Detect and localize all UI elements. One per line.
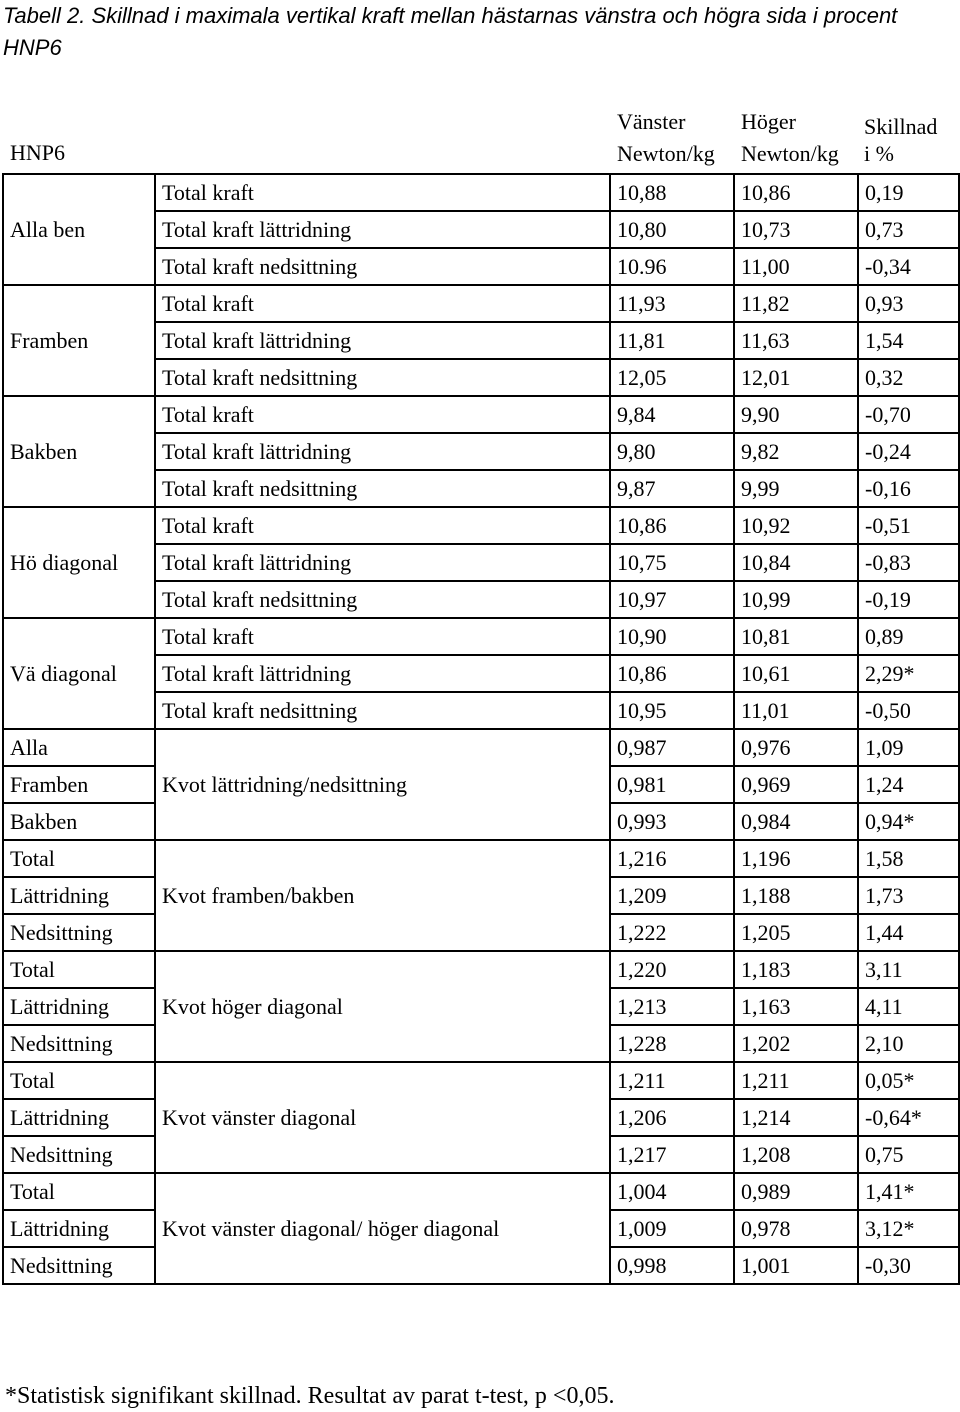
group-cell: Total (3, 1173, 155, 1210)
header-right-line2: Newton/kg (741, 141, 839, 166)
measure-cell: Total kraft lättridning (155, 211, 610, 248)
group-cell: Framben (3, 285, 155, 396)
measure-cell: Kvot lättridning/nedsittning (155, 729, 610, 840)
table-caption: Tabell 2. Skillnad i maximala vertikal kraft mellan hästarnas vänstra och högra sida i procent HNP6 (3, 3, 898, 60)
measure-cell: Total kraft nedsittning (155, 470, 610, 507)
table-row (3, 1173, 959, 1210)
group-cell: Alla (3, 729, 155, 766)
group-cell: Vä diagonal (3, 618, 155, 729)
diff-value-cell: 2,29* (858, 655, 959, 692)
right-value-cell: 10,61 (734, 655, 858, 692)
left-value-cell: 10,80 (610, 211, 734, 248)
left-value-cell: 1,217 (610, 1136, 734, 1173)
left-value-cell: 10,97 (610, 581, 734, 618)
right-value-cell: 1,163 (734, 988, 858, 1025)
group-cell: Lättridning (3, 877, 155, 914)
diff-value-cell: 1,41* (858, 1173, 959, 1210)
right-value-cell: 1,208 (734, 1136, 858, 1173)
measure-cell: Kvot höger diagonal (155, 951, 610, 1062)
right-value-cell: 0,984 (734, 803, 858, 840)
left-value-cell: 9,87 (610, 470, 734, 507)
diff-value-cell: 0,89 (858, 618, 959, 655)
group-cell: Framben (3, 766, 155, 803)
diff-value-cell: -0,34 (858, 248, 959, 285)
header-group-label: HNP6 (10, 140, 66, 165)
left-value-cell: 1,206 (610, 1099, 734, 1136)
header-right-line1: Höger (741, 109, 796, 134)
table-row (3, 618, 959, 655)
diff-value-cell: -0,24 (858, 433, 959, 470)
left-value-cell: 9,80 (610, 433, 734, 470)
measure-cell: Total kraft nedsittning (155, 359, 610, 396)
right-value-cell: 1,196 (734, 840, 858, 877)
left-value-cell: 1,222 (610, 914, 734, 951)
left-value-cell: 10,88 (610, 174, 734, 211)
diff-value-cell: 1,24 (858, 766, 959, 803)
force-table-body (3, 174, 959, 1284)
left-value-cell: 10,75 (610, 544, 734, 581)
group-cell: Lättridning (3, 988, 155, 1025)
measure-cell: Kvot vänster diagonal (155, 1062, 610, 1173)
left-value-cell: 1,209 (610, 877, 734, 914)
right-value-cell: 10,99 (734, 581, 858, 618)
measure-cell: Total kraft (155, 396, 610, 433)
left-value-cell: 10,95 (610, 692, 734, 729)
header-left-line1: Vänster (617, 109, 686, 134)
right-value-cell: 0,976 (734, 729, 858, 766)
table-row (3, 507, 959, 544)
footnote: *Statistisk signifikant skillnad. Resultat av parat t-test, p <0,05. (5, 1383, 615, 1409)
group-cell: Nedsittning (3, 1025, 155, 1062)
left-value-cell: 1,213 (610, 988, 734, 1025)
measure-cell: Kvot framben/bakben (155, 840, 610, 951)
diff-value-cell: -0,51 (858, 507, 959, 544)
right-value-cell: 1,211 (734, 1062, 858, 1099)
measure-cell: Total kraft (155, 285, 610, 322)
diff-value-cell: 3,11 (858, 951, 959, 988)
diff-value-cell: -0,19 (858, 581, 959, 618)
right-value-cell: 11,01 (734, 692, 858, 729)
table-row (3, 396, 959, 433)
left-value-cell: 0,987 (610, 729, 734, 766)
measure-cell: Total kraft nedsittning (155, 692, 610, 729)
header-diff-line2: i % (864, 141, 894, 166)
right-value-cell: 10,86 (734, 174, 858, 211)
left-value-cell: 10,86 (610, 507, 734, 544)
group-cell: Lättridning (3, 1210, 155, 1247)
group-cell: Nedsittning (3, 914, 155, 951)
left-value-cell: 1,216 (610, 840, 734, 877)
group-cell: Lättridning (3, 1099, 155, 1136)
force-table (2, 173, 960, 1285)
table-row (3, 285, 959, 322)
measure-cell: Total kraft nedsittning (155, 248, 610, 285)
left-value-cell: 10,90 (610, 618, 734, 655)
diff-value-cell: -0,30 (858, 1247, 959, 1284)
right-value-cell: 0,969 (734, 766, 858, 803)
measure-cell: Total kraft (155, 507, 610, 544)
group-cell: Bakben (3, 396, 155, 507)
left-value-cell: 1,220 (610, 951, 734, 988)
left-value-cell: 1,004 (610, 1173, 734, 1210)
group-cell: Bakben (3, 803, 155, 840)
diff-value-cell: 0,75 (858, 1136, 959, 1173)
right-value-cell: 1,001 (734, 1247, 858, 1284)
measure-cell: Total kraft nedsittning (155, 581, 610, 618)
right-value-cell: 0,989 (734, 1173, 858, 1210)
group-cell: Total (3, 1062, 155, 1099)
diff-value-cell: -0,64* (858, 1099, 959, 1136)
left-value-cell: 10.96 (610, 248, 734, 285)
group-cell: Total (3, 840, 155, 877)
group-cell: Nedsittning (3, 1136, 155, 1173)
right-value-cell: 11,63 (734, 322, 858, 359)
left-value-cell: 1,228 (610, 1025, 734, 1062)
diff-value-cell: 1,58 (858, 840, 959, 877)
measure-cell: Kvot vänster diagonal/ höger diagonal (155, 1173, 610, 1284)
right-value-cell: 11,00 (734, 248, 858, 285)
right-value-cell: 1,188 (734, 877, 858, 914)
table-row (3, 729, 959, 766)
right-value-cell: 1,214 (734, 1099, 858, 1136)
right-value-cell: 9,82 (734, 433, 858, 470)
diff-value-cell: 2,10 (858, 1025, 959, 1062)
diff-value-cell: 0,73 (858, 211, 959, 248)
diff-value-cell: 1,54 (858, 322, 959, 359)
header-diff-line1: Skillnad (864, 114, 938, 139)
diff-value-cell: 3,12* (858, 1210, 959, 1247)
diff-value-cell: 0,94* (858, 803, 959, 840)
diff-value-cell: 1,73 (858, 877, 959, 914)
table-row (3, 840, 959, 877)
right-value-cell: 1,205 (734, 914, 858, 951)
left-value-cell: 0,998 (610, 1247, 734, 1284)
right-value-cell: 9,90 (734, 396, 858, 433)
diff-value-cell: -0,16 (858, 470, 959, 507)
diff-value-cell: -0,70 (858, 396, 959, 433)
diff-value-cell: 4,11 (858, 988, 959, 1025)
table-row (3, 1062, 959, 1099)
measure-cell: Total kraft (155, 174, 610, 211)
diff-value-cell: -0,83 (858, 544, 959, 581)
group-cell: Alla ben (3, 174, 155, 285)
right-value-cell: 12,01 (734, 359, 858, 396)
diff-value-cell: 0,19 (858, 174, 959, 211)
right-value-cell: 0,978 (734, 1210, 858, 1247)
right-value-cell: 10,84 (734, 544, 858, 581)
left-value-cell: 9,84 (610, 396, 734, 433)
left-value-cell: 1,211 (610, 1062, 734, 1099)
header-left-line2: Newton/kg (617, 141, 715, 166)
measure-cell: Total kraft (155, 618, 610, 655)
left-value-cell: 1,009 (610, 1210, 734, 1247)
table-row (3, 951, 959, 988)
diff-value-cell: 0,32 (858, 359, 959, 396)
table-row (3, 174, 959, 211)
measure-cell: Total kraft lättridning (155, 655, 610, 692)
measure-cell: Total kraft lättridning (155, 544, 610, 581)
group-cell: Total (3, 951, 155, 988)
left-value-cell: 10,86 (610, 655, 734, 692)
right-value-cell: 1,183 (734, 951, 858, 988)
diff-value-cell: 1,09 (858, 729, 959, 766)
left-value-cell: 0,981 (610, 766, 734, 803)
right-value-cell: 1,202 (734, 1025, 858, 1062)
right-value-cell: 10,92 (734, 507, 858, 544)
group-cell: Hö diagonal (3, 507, 155, 618)
diff-value-cell: 1,44 (858, 914, 959, 951)
group-cell: Nedsittning (3, 1247, 155, 1284)
left-value-cell: 11,93 (610, 285, 734, 322)
right-value-cell: 11,82 (734, 285, 858, 322)
measure-cell: Total kraft lättridning (155, 322, 610, 359)
diff-value-cell: 0,05* (858, 1062, 959, 1099)
diff-value-cell: 0,93 (858, 285, 959, 322)
left-value-cell: 0,993 (610, 803, 734, 840)
right-value-cell: 9,99 (734, 470, 858, 507)
right-value-cell: 10,73 (734, 211, 858, 248)
left-value-cell: 12,05 (610, 359, 734, 396)
right-value-cell: 10,81 (734, 618, 858, 655)
diff-value-cell: -0,50 (858, 692, 959, 729)
left-value-cell: 11,81 (610, 322, 734, 359)
measure-cell: Total kraft lättridning (155, 433, 610, 470)
